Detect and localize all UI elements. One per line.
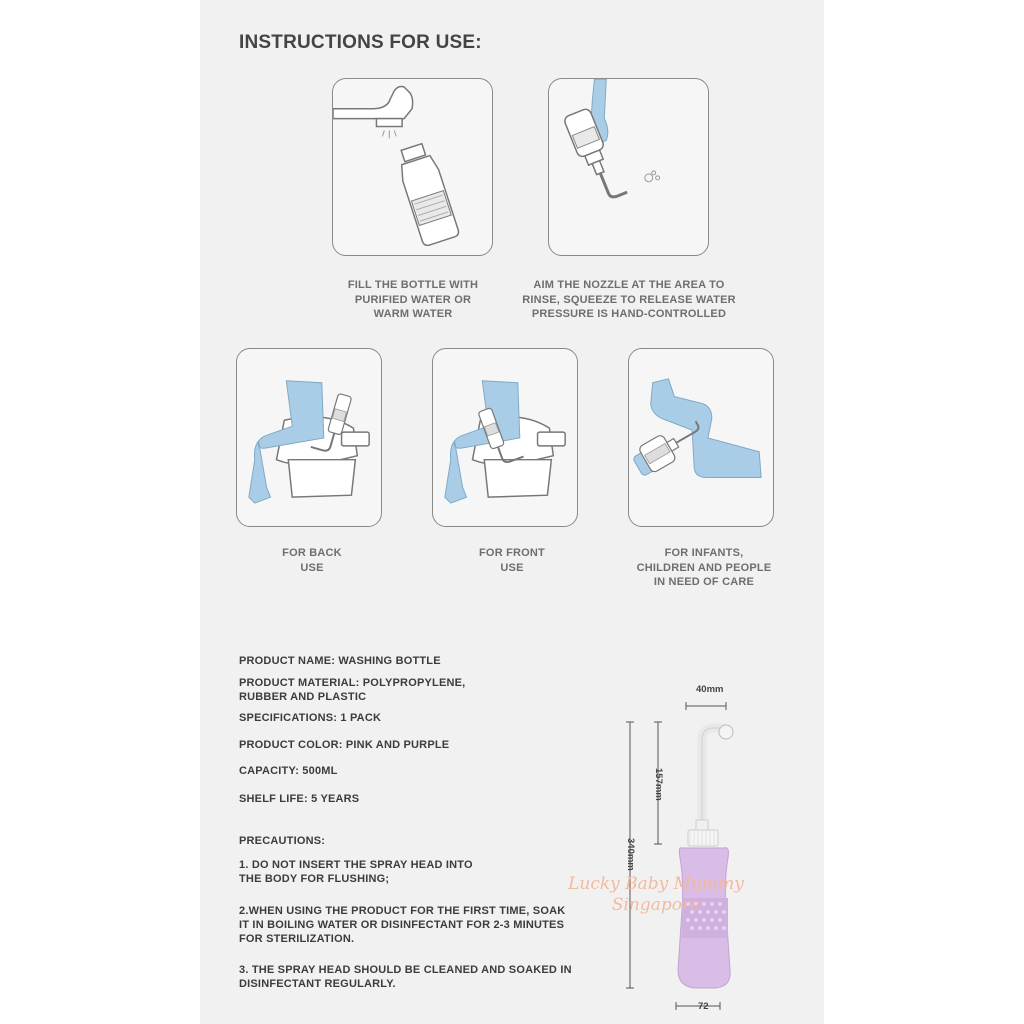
step-panel-front-use bbox=[432, 348, 578, 527]
step-panel-aim bbox=[548, 78, 709, 256]
spec-product-name: PRODUCT NAME: WASHING BOTTLE bbox=[239, 655, 441, 667]
dimension-top-width: 40mm bbox=[696, 684, 724, 695]
spec-capacity: CAPACITY: 500ML bbox=[239, 765, 338, 777]
dimension-nozzle-length: 157mm bbox=[653, 768, 664, 801]
precautions-title: PRECAUTIONS: bbox=[239, 835, 326, 847]
dimension-base-width: 72 bbox=[698, 1001, 709, 1012]
watermark: Lucky Baby Mummy Singapore bbox=[568, 874, 744, 915]
precaution-3: 3. THE SPRAY HEAD SHOULD BE CLEANED AND SOAKED IN DISINFECTANT REGULARLY. bbox=[239, 964, 572, 990]
hand-squeeze-icon bbox=[549, 79, 708, 255]
spec-product-color: PRODUCT COLOR: PINK AND PURPLE bbox=[239, 739, 450, 751]
spec-specifications: SPECIFICATIONS: 1 PACK bbox=[239, 712, 382, 724]
step-panel-back-use bbox=[236, 348, 382, 527]
step-caption-front-use: FOR FRONT USE bbox=[479, 547, 545, 574]
precaution-1: 1. DO NOT INSERT THE SPRAY HEAD INTO THE BODY FOR FLUSHING; bbox=[239, 859, 473, 885]
toilet-front-use-icon bbox=[433, 349, 577, 526]
step-caption-care-use: FOR INFANTS, CHILDREN AND PEOPLE IN NEED OF CARE bbox=[636, 547, 772, 588]
faucet-bottle-icon bbox=[333, 79, 492, 255]
step-caption-fill: FILL THE BOTTLE WITH PURIFIED WATER OR WARM WATER bbox=[347, 279, 479, 320]
care-use-icon bbox=[629, 349, 773, 526]
step-panel-fill bbox=[332, 78, 493, 256]
product-diagram bbox=[620, 680, 760, 1015]
spec-shelf-life: SHELF LIFE: 5 YEARS bbox=[239, 793, 360, 805]
spec-product-material: PRODUCT MATERIAL: POLYPROPYLENE, RUBBER AND PLASTIC bbox=[239, 677, 466, 703]
step-panel-care-use bbox=[628, 348, 774, 527]
step-caption-back-use: FOR BACK USE bbox=[282, 547, 342, 574]
precaution-2: 2.WHEN USING THE PRODUCT FOR THE FIRST TIME, SOAK IT IN BOILING WATER OR DISINFECTANT FOR 2-3 MINUTES FOR STERILIZATION. bbox=[239, 905, 566, 945]
washing-bottle-icon bbox=[620, 680, 760, 1015]
step-caption-aim: AIM THE NOZZLE AT THE AREA TO RINSE, SQUEEZE TO RELEASE WATER PRESSURE IS HAND-CONTROLLED bbox=[522, 279, 736, 320]
dimension-total-height: 340mm bbox=[625, 838, 636, 871]
toilet-back-use-icon bbox=[237, 349, 381, 526]
page-title: INSTRUCTIONS FOR USE: bbox=[239, 32, 482, 53]
